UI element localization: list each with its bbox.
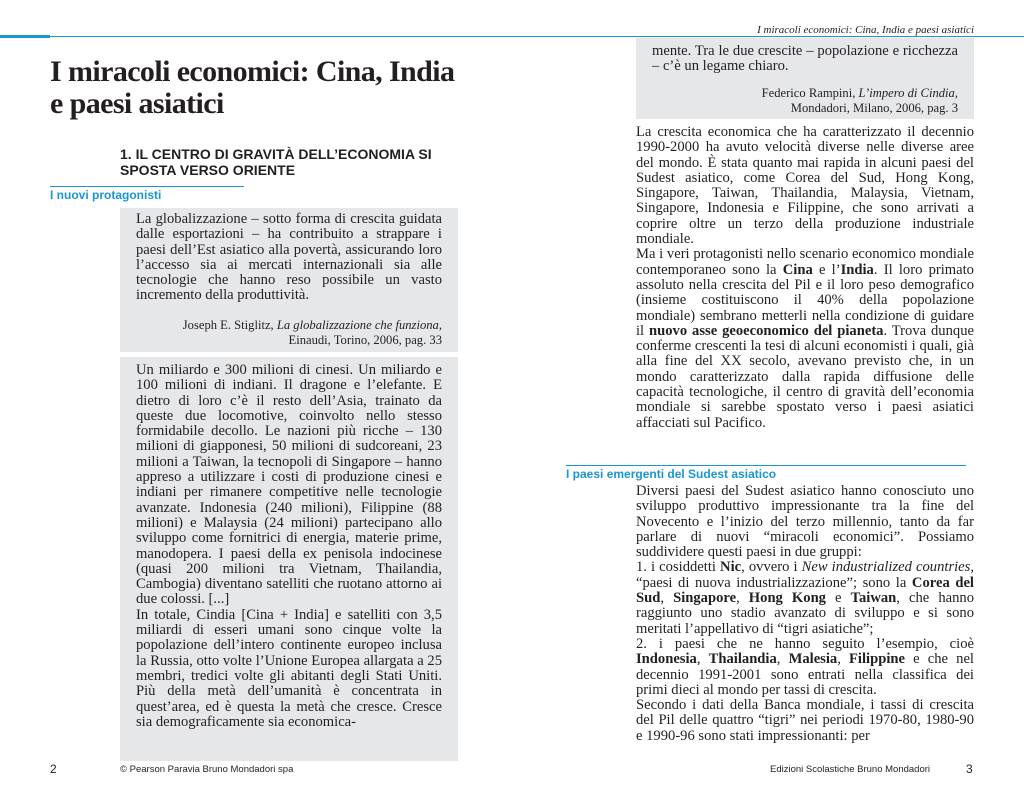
- quote-box-rampini: [120, 357, 458, 761]
- quote-text: mente. Tra le due crescite – popolazione e ricchezza – c’è un legame chiaro.: [652, 43, 958, 75]
- quote-text: [136, 363, 442, 730]
- subhead-rule: [566, 465, 966, 466]
- quote-box-stiglitz: [120, 208, 458, 352]
- page-title: I miracoli economici: Cina, India e paesi asiatici: [50, 55, 455, 120]
- page-number-right: 3: [966, 762, 973, 776]
- subhead-new-protagonists: I nuovi protagonisti: [50, 188, 162, 202]
- header-accent-bar: [0, 35, 50, 38]
- body-text: [636, 125, 974, 431]
- publisher-left: © Pearson Paravia Bruno Mondadori spa: [120, 764, 294, 775]
- section-heading: 1. IL CENTRO DI GRAVITÀ DELL’ECONOMIA SI SPOSTA VERSO ORIENTE: [120, 146, 432, 178]
- quote-box-rampini-continued: [636, 38, 974, 119]
- page-number-left: 2: [50, 762, 57, 776]
- body-paragraph: Secondo i dati della Banca mondiale, i tassi di crescita del Pil delle quattro “tigri” nei periodi 1970-80, 1980-90 e 1990-96 sono stati impressionanti: per: [636, 697, 974, 744]
- list-item: 2. i paesi che ne hanno seguito l’esempio, cioè Indonesia, Thailandia, Malesia, Filippine e che nel decennio 1991-2001 sono entrati nella classifica dei primi dieci al mondo per tassi di crescita.: [636, 635, 974, 698]
- quote-paragraph: Un miliardo e 300 milioni di cinesi. Un miliardo e 100 milioni di indiani. Il dragone e l’elefante. E dietro di loro c’è il resto dell’Asia, trainato da queste due locomotive, coinvolto nello stesso formidabile decollo. Le nazioni più ricche – 130 milioni di giapponesi, 50 milioni di sudcoreani, 23 milioni a Taiwan, la tecnopoli di Singapore – hanno appreso a utilizzare i costi di produzione cinesi e indiani per rimanere competitive nelle tecnologie avanzate. Indonesia (240 milioni), Filippine (88 milioni) e Malaysia (24 milioni) partecipano allo sviluppo come fornitrici di energia, materie prime, manodopera. I paesi della ex penisola indocinese (quasi 200 milioni tra Vietnam, Thailandia, Cambogia) diventano satelliti che ruotano attorno ai due colossi. [...]: [136, 362, 442, 608]
- quote-source: Federico Rampini, L’impero di Cindia, Mondadori, Milano, 2006, pag. 3: [761, 86, 958, 115]
- quote-text: La globalizzazione – sotto forma di crescita guidata dalle esportazioni – ha contribuito a strappare i paesi dell’Est asiatico alla povertà, assicurando loro l’accesso sia ai mercati internazionali sia alle tecnologie che hanno reso possibile un vasto incremento della produttività.: [136, 211, 442, 304]
- body-paragraph: Ma i veri protagonisti nello scenario economico mondiale contemporaneo sono la Cina e l’India. Il loro primato assoluto nella crescita del Pil e il loro peso demografico (insieme costituiscono il 40% della popolazione mondiale) sembrano metterli nella condizione di guidare il nuovo asse geoeconomico del pianeta. Trova dunque conferme crescenti la tesi di alcuni economisti i quali, già alla fine del XX secolo, avevano previsto che, in un mondo caratterizzato dalla rapida diffusione delle capacità tecnologiche, il centro di gravità dell’economia mondiale si sarebbe spostato verso i paesi asiatici affacciati sul Pacifico.: [636, 246, 974, 431]
- body-paragraph: Diversi paesi del Sudest asiatico hanno conosciuto uno sviluppo produttivo impressionante tra la fine del Novecento e l’inizio del terzo millennio, tanto da far parlare di nuovi “miracoli economici”. Possiamo suddividere questi paesi in due gruppi:: [636, 483, 974, 561]
- running-head: I miracoli economici: Cina, India e paesi asiatici: [757, 24, 974, 36]
- body-text: [636, 484, 974, 744]
- subhead-rule: [50, 186, 244, 187]
- publisher-right: Edizioni Scolastiche Bruno Mondadori: [770, 764, 931, 775]
- quote-source: Joseph E. Stiglitz, La globalizzazione che funziona, Einaudi, Torino, 2006, pag. 33: [182, 318, 442, 347]
- header-rule: [50, 36, 1024, 37]
- body-paragraph: La crescita economica che ha caratterizzato il decennio 1990-2000 ha avuto velocità diverse nelle diverse aree del mondo. È stata quanto mai rapida in alcuni paesi del Sudest asiatico, come Corea del Sud, Hong Kong, Singapore, Taiwan, Thailandia, Malaysia, Vietnam, Singapore, Indonesia e Filippine, che sono arrivati a coprire oltre un terzo della produzione industriale mondiale.: [636, 124, 974, 248]
- subhead-emerging-countries: I paesi emergenti del Sudest asiatico: [566, 467, 777, 481]
- quote-paragraph: In totale, Cindia [Cina + India] e satelliti con 3,5 miliardi di esseri umani sono cinque volte la popolazione dell’intero continente europeo inclusa la Russia, otto volte l’Unione Europea allargata a 25 membri, tredici volte gli abitanti degli Stati Uniti. Più della metà dell’umanità è concentrata in quest’area, ed è questa la metà che cresce. Cresce sia demograficamente sia economica-: [136, 606, 442, 730]
- list-item: 1. i cosiddetti Nic, ovvero i New industrialized countries, “paesi di nuova industrializzazione”; sono la Corea del Sud, Singapore, Hong Kong e Taiwan, che hanno raggiunto uno stadio avanzato di sviluppo e si sono meritati l’appellativo di “tigri asiatiche”;: [636, 559, 974, 637]
